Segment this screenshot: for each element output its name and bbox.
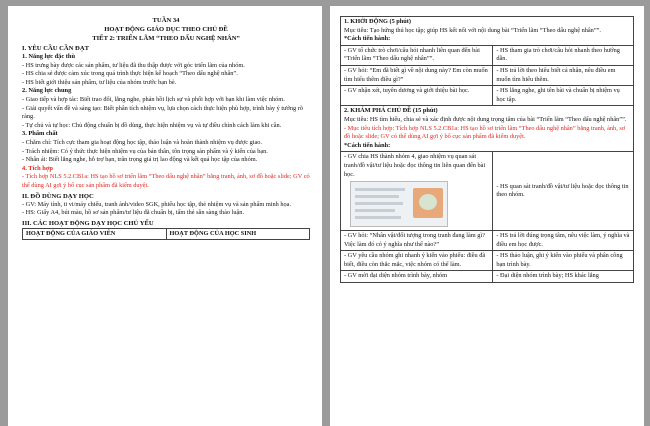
teacher-cell: - GV tổ chức trò chơi/câu hỏi nhanh liên quan đến bài “Triển lãm “Theo dấu nghệ nhân””. bbox=[341, 45, 493, 65]
column-teacher: HOẠT ĐỘNG CỦA GIÁO VIÊN bbox=[23, 228, 167, 240]
activity-1-goal: Mục tiêu: Tạo hứng thú học tập; giúp HS kết nối với nội dung bài “Triển lãm “Theo dấu nghệ nhân””. bbox=[344, 26, 601, 34]
lesson-subtitle: TIẾT 2: TRIỂN LÃM “THEO DẤU NGHỆ NHÂN” bbox=[92, 35, 240, 42]
paragraph: - Chăm chỉ: Tích cực tham gia hoạt động học tập, thảo luận và hoàn thành nhiệm vụ được giao. bbox=[22, 138, 262, 146]
activity-table bbox=[340, 16, 634, 283]
document-page-right bbox=[330, 6, 644, 426]
student-cell: - Đại diện nhóm trình bày; HS khác lắng bbox=[493, 271, 634, 283]
paragraph: - HS trưng bày được các sản phẩm, tư liệu đã thu thập được với góc triển lãm của nhóm. bbox=[22, 61, 245, 69]
student-cell: - HS quan sát tranh/đồ vật/tư liệu hoặc đọc thông tin theo nhóm. bbox=[493, 152, 634, 231]
subsection-specific-competence: 1. Năng lực đặc thù bbox=[22, 53, 76, 60]
paragraph: - GV: Máy tính, ti vi/máy chiếu, tranh ảnh/video SGK, phiếu học tập, thẻ nhiệm vụ và sản phẩm minh họa. bbox=[22, 200, 292, 208]
teacher-cell-text: - GV chia HS thành nhóm 4, giao nhiệm vụ quan sát tranh/đồ vật/tư liệu hoặc đọc thông tin liên quan đến bài học. bbox=[344, 153, 486, 178]
integration-paragraph: - Tích hợp NLS 5.2.CB1a: HS tạo hồ sơ triển lãm “Theo dấu nghệ nhân” bằng tranh, ảnh, sơ đồ hoặc slide; GV có thể dùng AI gợi ý bố cục sản phẩm đã kiểm duyệt. bbox=[22, 173, 310, 189]
teacher-cell: - GV mời đại diện nhóm trình bày, nhóm bbox=[341, 271, 493, 283]
subsection-general-competence: 2. Năng lực chung bbox=[22, 87, 72, 95]
activity-2-integration: - Mục tiêu tích hợp: Tích hợp NLS 5.2.CB1a: HS tạo hồ sơ triển lãm “Theo dấu nghệ nhân” bằng tranh, ảnh, sơ đồ hoặc slide; GV có thể dùng AI gợi ý bố cục sản phẩm đã kiểm duyệt. bbox=[344, 124, 626, 141]
table-row bbox=[341, 152, 634, 231]
student-cell: - HS trả lời theo hiểu biết cá nhân, nêu điều em muốn tìm hiểu thêm. bbox=[493, 65, 634, 85]
table-row bbox=[341, 251, 634, 271]
illustration-image bbox=[350, 181, 448, 227]
column-student: HOẠT ĐỘNG CỦA HỌC SINH bbox=[166, 228, 310, 240]
table-row bbox=[341, 45, 634, 65]
student-cell: - HS lắng nghe, ghi tên bài và chuẩn bị nhiệm vụ học tập. bbox=[493, 86, 634, 106]
teacher-cell: - GV nhận xét, tuyên dương và giới thiệu bài học. bbox=[341, 86, 493, 106]
week-heading: TUẦN 34 bbox=[152, 17, 180, 24]
paragraph: - Nhân ái: Biết lắng nghe, hỗ trợ bạn, trân trọng giá trị lao động và kết quả học tập của nhóm. bbox=[22, 156, 258, 164]
activity-2-header bbox=[341, 106, 634, 152]
activity-2-title: 2. KHÁM PHÁ CHỦ ĐỀ (15 phút) bbox=[344, 107, 438, 115]
section-materials: II. ĐỒ DÙNG DẠY HỌC bbox=[22, 192, 94, 200]
paragraph: - Tự chủ và tự học: Chủ động chuẩn bị đồ dùng, thực hiện nhiệm vụ và tự điều chỉnh cách làm khi cần. bbox=[22, 121, 282, 129]
table-row bbox=[341, 271, 634, 283]
activity-1-how: *Cách tiến hành: bbox=[344, 35, 391, 43]
student-cell: - HS thảo luận, ghi ý kiến vào phiếu và phân công bạn trình bày. bbox=[493, 251, 634, 271]
paragraph: - HS chia sẻ được cảm xúc trong quá trình thực hiện kế hoạch “Theo dấu nghệ nhân”. bbox=[22, 70, 238, 78]
section-requirements: I. YÊU CẦU CẦN ĐẠT bbox=[22, 45, 89, 52]
student-cell: - HS trả lời đúng trọng tâm, nêu việc làm, ý nghĩa và điều em học được. bbox=[493, 231, 634, 251]
section-activities: III. CÁC HOẠT ĐỘNG DẠY HỌC CHỦ YẾU bbox=[22, 219, 154, 227]
table-row bbox=[341, 65, 634, 85]
paragraph: - HS: Giấy A4, bút màu, hồ sơ sản phẩm/tư liệu đã chuẩn bị, tấm thẻ sẵn sàng thảo luận. bbox=[22, 209, 245, 217]
activity-2-goal: Mục tiêu: HS tìm hiểu, chia sẻ và xác định được nội dung trọng tâm của bài “Triển lãm “Theo dấu nghệ nhân””. bbox=[344, 115, 627, 123]
student-cell: - HS tham gia trò chơi/câu hỏi nhanh theo hướng dẫn. bbox=[493, 45, 634, 65]
subsection-qualities: 3. Phẩm chất bbox=[22, 130, 58, 138]
activity-2-how: *Cách tiến hành: bbox=[344, 141, 391, 149]
paragraph: - Trách nhiệm: Có ý thức thực hiện nhiệm vụ của bản thân, tôn trọng sản phẩm và ý kiến của bạn. bbox=[22, 147, 268, 155]
document-page-left bbox=[8, 6, 322, 426]
activity-table-header bbox=[22, 228, 310, 241]
lesson-title: HOẠT ĐỘNG GIÁO DỤC THEO CHỦ ĐỀ bbox=[104, 26, 228, 33]
activity-1-header bbox=[341, 17, 634, 46]
subsection-integration: 4. Tích hợp bbox=[22, 164, 53, 172]
activity-1-title: 1. KHỞI ĐỘNG (5 phút) bbox=[344, 18, 411, 25]
paragraph: - HS biết giới thiệu sản phẩm, tư liệu của nhóm trước bạn bè. bbox=[22, 78, 177, 86]
teacher-cell bbox=[341, 152, 493, 231]
teacher-cell: - GV hỏi: “Em đã biết gì về nội dung này? Em còn muốn tìm hiểu thêm điều gì?” bbox=[341, 65, 493, 85]
paragraph: - Giao tiếp và hợp tác: Biết trao đổi, lắng nghe, phản hồi lịch sự và phối hợp với bạn khi làm việc nhóm. bbox=[22, 95, 285, 103]
paragraph: - Giải quyết vấn đề và sáng tạo: Biết phân tích nhiệm vụ, lựa chọn cách thực hiện phù hợp, trình bày ý tưởng rõ ràng. bbox=[22, 104, 303, 121]
table-row bbox=[341, 86, 634, 106]
teacher-cell: - GV yêu cầu nhóm ghi nhanh ý kiến vào phiếu: điều đã biết, điều còn thắc mắc, việc nhóm có thể làm. bbox=[341, 251, 493, 271]
table-row bbox=[341, 231, 634, 251]
teacher-cell: - GV hỏi: “Nhân vật/đối tượng trong tranh đang làm gì? Việc làm đó có ý nghĩa như thế nào?” bbox=[341, 231, 493, 251]
